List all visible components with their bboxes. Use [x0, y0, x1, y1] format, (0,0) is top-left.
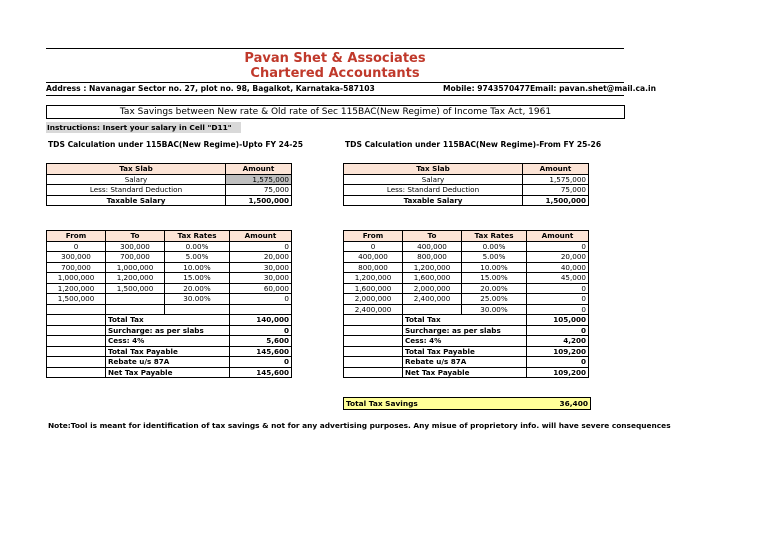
- cell: 0.00%: [462, 241, 527, 252]
- summary-value: 145,600: [230, 367, 292, 378]
- cell: 400,000: [344, 252, 403, 263]
- table-row: [47, 283, 292, 294]
- cell: 20.00%: [462, 283, 527, 294]
- summary-row: [344, 346, 589, 357]
- cell: 30,000: [230, 262, 292, 273]
- summary-label: Cess: 4%: [106, 336, 230, 347]
- cell: 0: [527, 304, 589, 315]
- cell: 300,000: [47, 252, 106, 263]
- cell: Salary: [47, 174, 226, 185]
- right-calc-heading: TDS Calculation under 115BAC(New Regime)-From FY 25-26: [345, 140, 602, 149]
- left-rates-table: [46, 230, 292, 378]
- summary-label: Rebate u/s 87A: [403, 357, 527, 368]
- cell: Less: Standard Deduction: [47, 185, 226, 196]
- summary-label: Net Tax Payable: [106, 367, 230, 378]
- cell: 15.00%: [165, 273, 230, 284]
- cell: 5.00%: [165, 252, 230, 263]
- blank-cell: [344, 357, 403, 368]
- cell: 1,600,000: [344, 283, 403, 294]
- cell: 5.00%: [462, 252, 527, 263]
- address-text: Address : Navanagar Sector no. 27, plot no. 98, Bagalkot, Karnataka-587103: [46, 84, 375, 93]
- cell: 0: [527, 283, 589, 294]
- table-row: [344, 283, 589, 294]
- cell: 1,500,000: [47, 294, 106, 305]
- blank-cell: [47, 346, 106, 357]
- blank-cell: [344, 346, 403, 357]
- cell: 800,000: [344, 262, 403, 273]
- summary-label: Total Tax Payable: [106, 346, 230, 357]
- blank-cell: [47, 357, 106, 368]
- summary-label: Cess: 4%: [403, 336, 527, 347]
- table-row: [344, 273, 589, 284]
- firm-subtitle: Chartered Accountants: [250, 66, 420, 81]
- table-row: [344, 252, 589, 263]
- blank-cell: [344, 336, 403, 347]
- cell: 400,000: [403, 241, 462, 252]
- table-row: [344, 185, 589, 196]
- table-row: [344, 174, 589, 185]
- summary-label: Surcharge: as per slabs: [106, 325, 230, 336]
- cell: 20,000: [527, 252, 589, 263]
- summary-value: 105,000: [527, 315, 589, 326]
- summary-value: 0: [527, 325, 589, 336]
- summary-row: [47, 325, 292, 336]
- instructions-cell: Instructions: Insert your salary in Cell "D11": [46, 122, 241, 133]
- summary-label: Rebate u/s 87A: [106, 357, 230, 368]
- cell: 45,000: [527, 273, 589, 284]
- cell: 0: [230, 241, 292, 252]
- cell: 2,400,000: [403, 294, 462, 305]
- salary-input-cell[interactable]: 1,575,000: [226, 174, 292, 185]
- cell: 1,000,000: [47, 273, 106, 284]
- cell: 0.00%: [165, 241, 230, 252]
- col-header: Amount: [226, 164, 292, 175]
- table-row: [344, 304, 589, 315]
- blank-cell: [47, 325, 106, 336]
- contact-bar: [46, 82, 656, 96]
- blank-cell: [344, 367, 403, 378]
- top-rule: [46, 48, 624, 49]
- col-header: Amount: [523, 164, 589, 175]
- table-row: [47, 294, 292, 305]
- cell: [230, 304, 292, 315]
- summary-value: 109,200: [527, 346, 589, 357]
- total-savings-value: 36,400: [559, 399, 588, 408]
- disclaimer-note: Note:Tool is meant for identification of tax savings & not for any advertising purposes. Any misue of proprietory info. will have severe consequences: [48, 421, 671, 430]
- table-row: [47, 241, 292, 252]
- left-slab-table: [46, 163, 292, 206]
- table-row: [47, 185, 292, 196]
- cell: 75,000: [226, 185, 292, 196]
- mobile-text: Mobile: 9743570477: [443, 84, 531, 93]
- table-row: [47, 262, 292, 273]
- cell: 0: [527, 241, 589, 252]
- cell: 1,600,000: [403, 273, 462, 284]
- summary-row: [344, 367, 589, 378]
- summary-label: Total Tax Payable: [403, 346, 527, 357]
- col-header: Tax Rates: [165, 231, 230, 242]
- left-calc-heading: TDS Calculation under 115BAC(New Regime)-Upto FY 24-25: [48, 140, 303, 149]
- cell: 300,000: [106, 241, 165, 252]
- cell: 2,000,000: [344, 294, 403, 305]
- cell: 1,000,000: [106, 262, 165, 273]
- cell: 1,200,000: [47, 283, 106, 294]
- col-header: Amount: [527, 231, 589, 242]
- blank-cell: [47, 367, 106, 378]
- summary-label: Net Tax Payable: [403, 367, 527, 378]
- summary-label: Total Tax: [106, 315, 230, 326]
- summary-row: [344, 357, 589, 368]
- cell: [403, 304, 462, 315]
- summary-label: Surcharge: as per slabs: [403, 325, 527, 336]
- cell: 10.00%: [165, 262, 230, 273]
- summary-row: [47, 336, 292, 347]
- summary-row: [344, 315, 589, 326]
- cell: 25.00%: [462, 294, 527, 305]
- cell: 0: [230, 294, 292, 305]
- summary-value: 145,600: [230, 346, 292, 357]
- cell: 700,000: [106, 252, 165, 263]
- cell: 700,000: [47, 262, 106, 273]
- summary-value: 0: [527, 357, 589, 368]
- cell: Taxable Salary: [47, 195, 226, 206]
- cell: [47, 304, 106, 315]
- cell: Salary: [344, 174, 523, 185]
- cell: 0: [47, 241, 106, 252]
- summary-value: 0: [230, 357, 292, 368]
- cell: 1,500,000: [523, 195, 589, 206]
- table-row: [344, 241, 589, 252]
- cell: 800,000: [403, 252, 462, 263]
- col-header: Tax Slab: [47, 164, 226, 175]
- summary-value: 109,200: [527, 367, 589, 378]
- cell: 10.00%: [462, 262, 527, 273]
- col-header: Tax Rates: [462, 231, 527, 242]
- cell: 0: [527, 294, 589, 305]
- cell: 30.00%: [462, 304, 527, 315]
- cell: 1,500,000: [106, 283, 165, 294]
- summary-label: Total Tax: [403, 315, 527, 326]
- right-rates-table: [343, 230, 589, 378]
- col-header: From: [47, 231, 106, 242]
- summary-value: 140,000: [230, 315, 292, 326]
- cell: 1,500,000: [226, 195, 292, 206]
- summary-row: [47, 357, 292, 368]
- summary-row: [344, 325, 589, 336]
- firm-name: Pavan Shet & Associates: [244, 51, 426, 66]
- blank-cell: [47, 336, 106, 347]
- summary-row: [344, 336, 589, 347]
- summary-value: 4,200: [527, 336, 589, 347]
- summary-row: [47, 346, 292, 357]
- total-savings-label: Total Tax Savings: [346, 399, 418, 408]
- cell: 20.00%: [165, 283, 230, 294]
- cell: 20,000: [230, 252, 292, 263]
- blank-cell: [47, 315, 106, 326]
- col-header: To: [106, 231, 165, 242]
- table-row: [47, 304, 292, 315]
- cell: 1,200,000: [344, 273, 403, 284]
- cell: [165, 304, 230, 315]
- table-row: [47, 195, 292, 206]
- email-text[interactable]: Email: pavan.shet@mail.ca.in: [530, 84, 656, 93]
- summary-row: [47, 367, 292, 378]
- cell: 1,200,000: [403, 262, 462, 273]
- table-row: [47, 273, 292, 284]
- cell: [106, 294, 165, 305]
- cell: 2,400,000: [344, 304, 403, 315]
- cell: 0: [344, 241, 403, 252]
- total-savings-row: [343, 397, 591, 410]
- summary-row: [47, 315, 292, 326]
- col-header: To: [403, 231, 462, 242]
- col-header: From: [344, 231, 403, 242]
- col-header: Amount: [230, 231, 292, 242]
- table-row: [344, 195, 589, 206]
- cell: 40,000: [527, 262, 589, 273]
- summary-value: 5,600: [230, 336, 292, 347]
- cell: 30,000: [230, 273, 292, 284]
- table-row: [344, 262, 589, 273]
- cell: [106, 304, 165, 315]
- summary-value: 0: [230, 325, 292, 336]
- cell: 1,200,000: [106, 273, 165, 284]
- table-row: [47, 174, 292, 185]
- sheet-title: Tax Savings between New rate & Old rate of Sec 115BAC(New Regime) of Income Tax Act, 1961: [46, 105, 625, 119]
- blank-cell: [344, 315, 403, 326]
- firm-header: [46, 51, 624, 81]
- table-row: [47, 252, 292, 263]
- cell: 75,000: [523, 185, 589, 196]
- cell: Taxable Salary: [344, 195, 523, 206]
- col-header: Tax Slab: [344, 164, 523, 175]
- right-slab-table: [343, 163, 589, 206]
- cell: Less: Standard Deduction: [344, 185, 523, 196]
- cell: 15.00%: [462, 273, 527, 284]
- cell: 30.00%: [165, 294, 230, 305]
- cell: 2,000,000: [403, 283, 462, 294]
- cell: 1,575,000: [523, 174, 589, 185]
- blank-cell: [344, 325, 403, 336]
- table-row: [344, 294, 589, 305]
- cell: 60,000: [230, 283, 292, 294]
